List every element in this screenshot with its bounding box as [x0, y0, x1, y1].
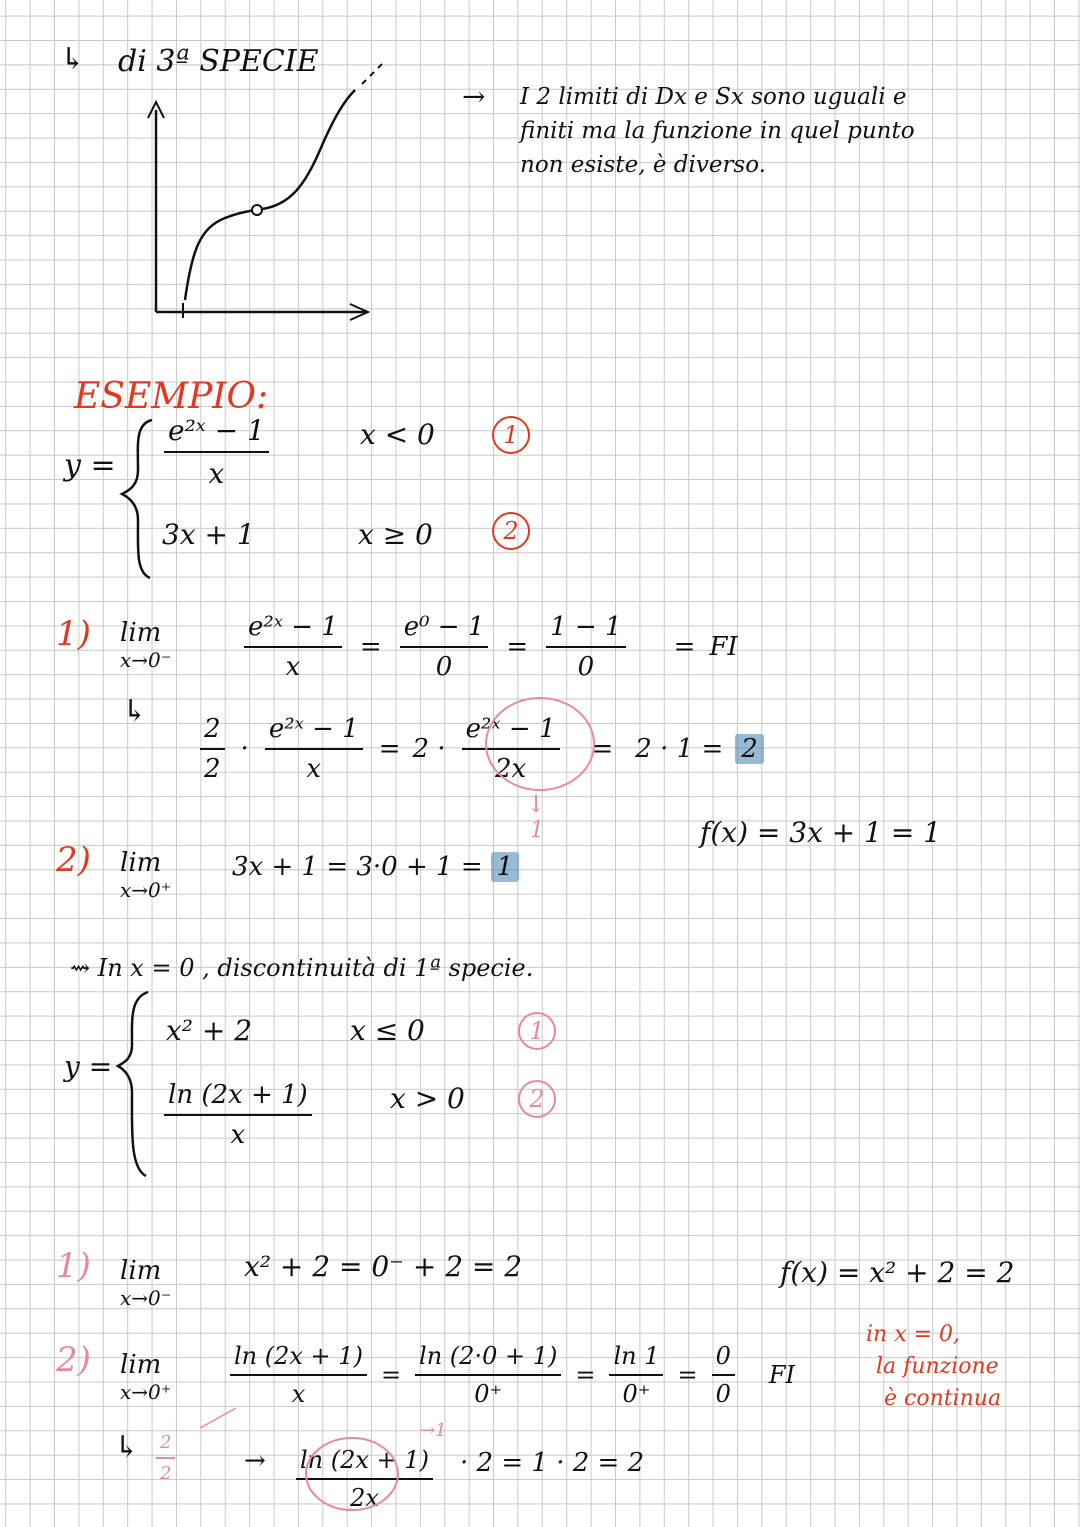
ex2-l2b-rest: · 2 = 1 · 2 = 2 — [460, 1448, 645, 1478]
equals-sign: = — [673, 632, 696, 662]
ex2-case1-condition: x ≤ 0 — [350, 1014, 425, 1047]
ex1-y-equals: y = — [64, 448, 116, 483]
factor-two: 2 · — [412, 734, 446, 764]
section-arrow: ↳ — [60, 42, 86, 77]
ex1-case2-expr: 3x + 1 — [162, 518, 255, 551]
example-heading: ESEMPIO: — [74, 376, 269, 417]
lim-word: lim — [120, 1256, 162, 1286]
frac-num: e²ˣ − 1 — [244, 612, 342, 648]
ex1-case1-mark: 1 — [492, 416, 530, 454]
ex2-case1-mark: 1 — [518, 1012, 556, 1050]
ex1-conclusion: ⇝ In x = 0 , discontinuità di 1ª specie. — [70, 954, 534, 982]
equals-sign: = — [591, 734, 614, 764]
ex2-l2b-arrow: ↳ — [114, 1430, 140, 1465]
equals-sign: = — [677, 1361, 698, 1389]
frac-num: 2 — [200, 714, 225, 750]
frac-num: 2 — [156, 1432, 175, 1459]
note-arrow: → — [462, 80, 486, 113]
lim-sub: x→0⁻ — [120, 1286, 172, 1310]
lim-word: lim — [120, 848, 162, 878]
ex1-case1-num: e²ˣ − 1 — [164, 414, 269, 453]
ex1-case1-den: x — [208, 457, 225, 490]
ex2-l2-label: 2) — [56, 1340, 91, 1380]
ex2-continuity-line-2: la funzione — [876, 1354, 999, 1379]
frac-num: ln 1 — [609, 1342, 663, 1376]
frac-num: ln (2x + 1) — [296, 1446, 433, 1480]
ex1-down-arrow: ↓ — [526, 790, 547, 818]
ex2-l1-expr: x² + 2 = 0⁻ + 2 = 2 — [244, 1250, 523, 1283]
lim-word: lim — [120, 1350, 162, 1380]
result-expr: 2 · 1 = — [635, 734, 724, 764]
frac-den: 0 — [435, 652, 453, 682]
lim-sub: x→0⁺ — [120, 878, 172, 902]
note-line-1: I 2 limiti di Dx e Sx sono uguali e — [520, 84, 907, 110]
section-title: di 3ª SPECIE — [118, 44, 319, 79]
frac-den: 2 — [204, 754, 221, 784]
frac-den: x — [291, 1380, 306, 1408]
equals-sign: = — [359, 632, 382, 662]
frac-den: 2x — [350, 1484, 379, 1512]
frac-den: 2x — [494, 754, 527, 784]
frac-num: 1 − 1 — [546, 612, 625, 648]
ex2-l2b-tag: →1 — [420, 1420, 447, 1441]
ex1-l1b-arrow: ↳ — [122, 694, 148, 729]
frac-num: e²ˣ − 1 — [265, 714, 363, 750]
highlighted-result: 2 — [735, 734, 764, 764]
lim-sub: x→0⁻ — [120, 648, 172, 672]
ex2-continuity-line-3: è continua — [884, 1386, 1002, 1411]
note-line-2: finiti ma la funzione in quel punto — [520, 118, 915, 144]
ex1-down-value: 1 — [530, 818, 544, 843]
ex2-case2-mark: 2 — [518, 1080, 556, 1118]
note-line-3: non esiste, è diverso. — [520, 152, 766, 178]
frac-num: ln (2x + 1) — [164, 1080, 312, 1116]
highlighted-result: 1 — [491, 852, 520, 882]
ex1-l1-label: 1) — [56, 614, 91, 654]
lim-word: lim — [120, 618, 162, 648]
indeterminate-form: FI — [709, 632, 738, 662]
frac-num: 0 — [712, 1342, 735, 1376]
frac-num: ln (2·0 + 1) — [415, 1342, 561, 1376]
ex1-fx: f(x) = 3x + 1 = 1 — [700, 816, 942, 849]
frac-num: e⁰ − 1 — [400, 612, 489, 648]
dot-sign: · — [240, 734, 249, 764]
frac-den: 2 — [160, 1463, 172, 1484]
frac-den: 0 — [715, 1380, 731, 1408]
equals-sign: = — [575, 1361, 596, 1389]
ex1-case1-condition: x < 0 — [360, 418, 435, 451]
lim-sub: x→0⁺ — [120, 1380, 172, 1404]
ex2-case2-condition: x > 0 — [390, 1082, 465, 1115]
frac-den: x — [306, 754, 322, 784]
frac-num: ln (2x + 1) — [230, 1342, 367, 1376]
frac-den: 0⁺ — [622, 1380, 651, 1408]
indeterminate-form: FI — [768, 1361, 796, 1389]
ex2-l1-label: 1) — [56, 1246, 91, 1286]
ex2-y-equals: y = — [64, 1050, 113, 1083]
ex2-case1-expr: x² + 2 — [166, 1014, 253, 1047]
ex1-case2-condition: x ≥ 0 — [358, 518, 433, 551]
ex1-case2-mark: 2 — [492, 512, 530, 550]
equals-sign: = — [380, 1361, 402, 1389]
frac-num: e²ˣ − 1 — [462, 714, 560, 750]
frac-den: 0 — [577, 652, 595, 682]
ex2-continuity-line-1: in x = 0, — [866, 1322, 961, 1347]
ex2-fx: f(x) = x² + 2 = 2 — [780, 1256, 1015, 1289]
frac-den: x — [230, 1120, 246, 1150]
frac-den: x — [285, 652, 301, 682]
limit-expr: 3x + 1 = 3·0 + 1 = — [232, 852, 483, 882]
frac-den: 0⁺ — [474, 1380, 503, 1408]
equals-sign: = — [506, 632, 529, 662]
ex1-l2-label: 2) — [56, 840, 91, 880]
ex2-l2b-to-arrow: → — [244, 1446, 266, 1476]
equals-sign: = — [378, 734, 401, 764]
